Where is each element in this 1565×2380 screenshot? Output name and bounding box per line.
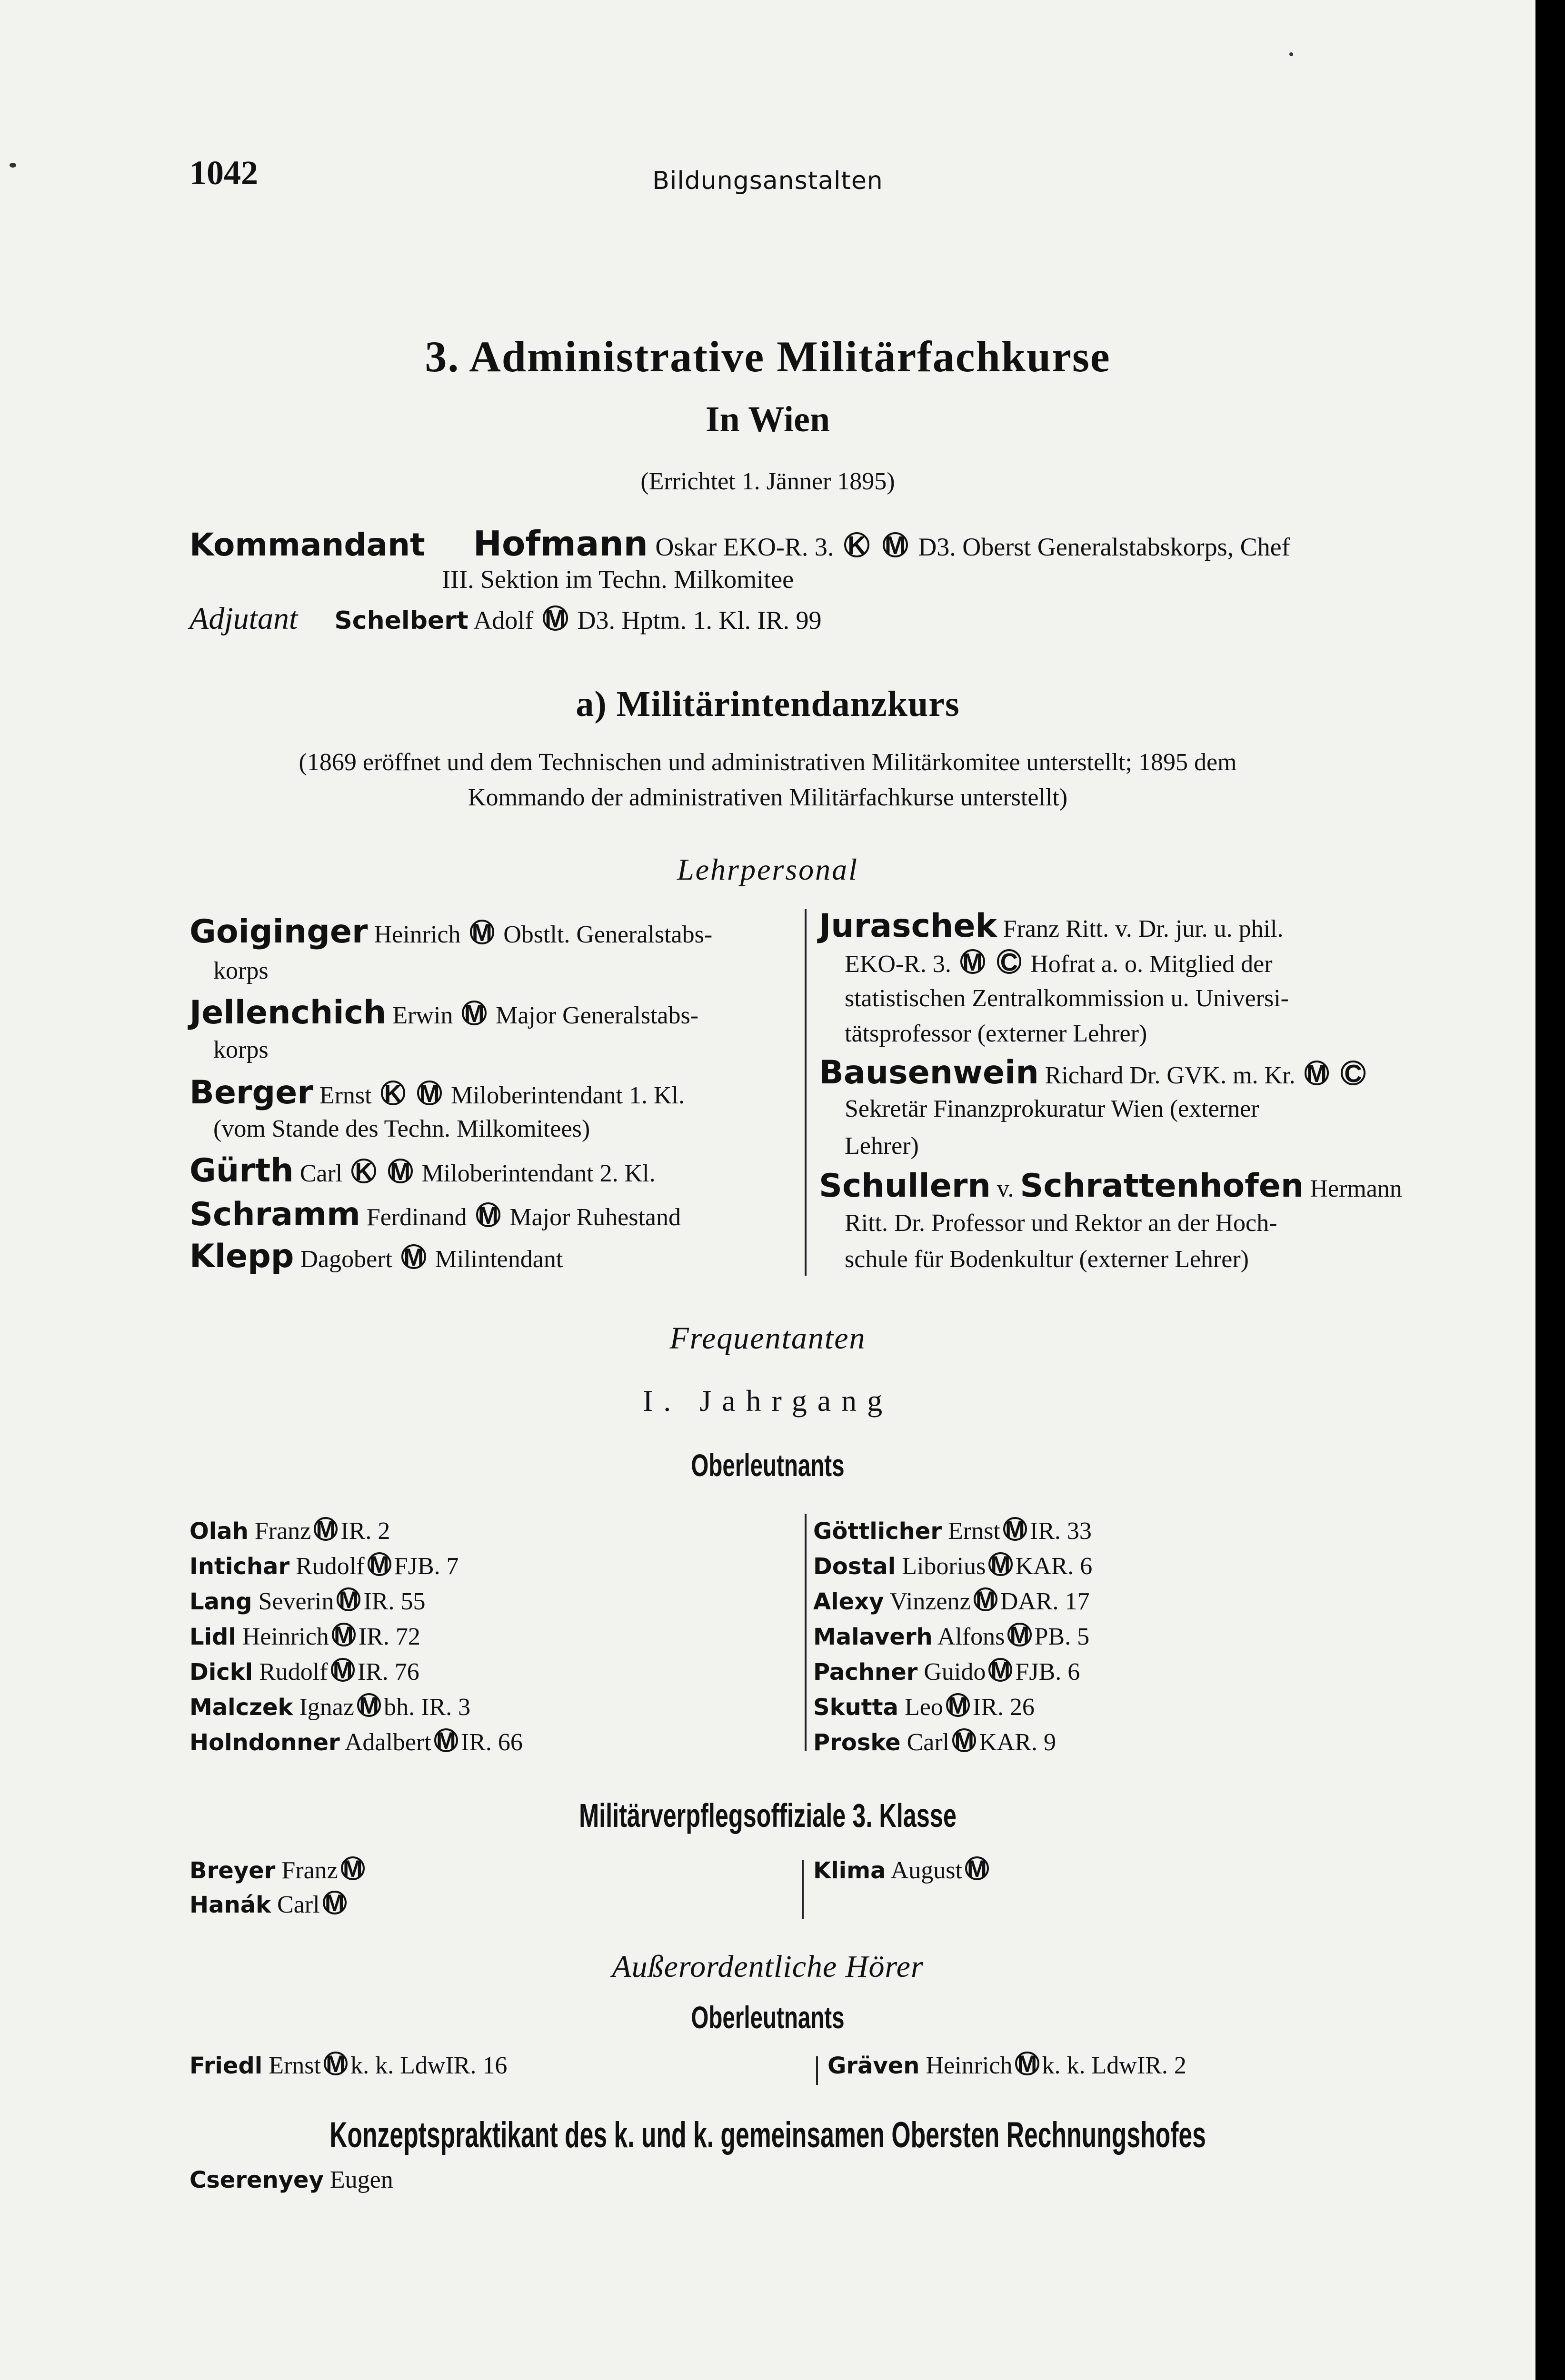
- m-badge: M: [960, 949, 985, 974]
- m-badge: M: [470, 920, 495, 944]
- teacher-entry: [189, 1074, 685, 1111]
- teacher-rank: Major Ruhestand: [509, 1204, 681, 1231]
- teacher-entry: [189, 913, 712, 951]
- konzept-heading: Konzeptspraktikant des k. und k. gemeinsamen Obersten Rechnungshofes: [329, 2115, 1206, 2155]
- list-item: Göttlicher Ernst M IR. 33: [813, 1516, 1092, 1545]
- column-divider: [816, 2056, 818, 2085]
- teacher-entry: [819, 907, 1284, 945]
- kommandant-line2: III. Sektion im Techn. Milkomitee: [442, 565, 794, 594]
- verpflegs-list-right: [813, 1854, 992, 1888]
- m-badge: M: [462, 1001, 487, 1025]
- teacher-rank-cont: (vom Stande des Techn. Milkomitees): [213, 1115, 590, 1142]
- teacher-rank: Milintendant: [435, 1246, 563, 1273]
- list-item: Friedl Ernst M k. k. LdwIR. 16: [189, 2051, 508, 2079]
- section-subtitle: In Wien: [705, 399, 830, 439]
- list-item: Gräven Heinrich M k. k. LdwIR. 2: [827, 2051, 1186, 2079]
- teacher-firstname: Dagobert: [300, 1246, 392, 1273]
- m-badge: M: [401, 1244, 426, 1269]
- list-item: Olah Franz M IR. 2: [189, 1516, 390, 1545]
- founded-note: (Errichtet 1. Jänner 1895): [640, 468, 895, 495]
- frequentanten-heading: Frequentanten: [669, 1321, 866, 1356]
- list-item: Alexy Vinzenz M DAR. 17: [813, 1587, 1090, 1615]
- section-title: 3. Administrative Militärfachkurse: [425, 332, 1111, 381]
- m-badge: M: [331, 1658, 355, 1682]
- kommandant-text-b: D3. Oberst Generalstabskorps, Chef: [918, 533, 1290, 561]
- k-order-badge: K: [351, 1159, 376, 1183]
- k-order-badge: K: [844, 532, 869, 557]
- teacher-detail: tätsprofessor (externer Lehrer): [845, 1020, 1147, 1047]
- oberleutnants-list-left: [189, 1514, 523, 1760]
- m-badge: M: [1305, 1061, 1329, 1085]
- m-badge: M: [417, 1081, 442, 1105]
- course-title: a) Militärintendanzkurs: [576, 684, 960, 724]
- teacher-detail: Sekretär Finanzprokuratur Wien (externer: [845, 1095, 1259, 1122]
- teacher-name: Schullern: [819, 1167, 991, 1205]
- teacher-entry: [189, 994, 698, 1031]
- teacher-name: Berger: [189, 1074, 313, 1111]
- column-divider: [805, 909, 807, 1276]
- teacher-firstname: Carl: [299, 1160, 343, 1187]
- teacher-name: Bausenwein: [819, 1054, 1039, 1091]
- kommandant-entry: [189, 524, 1290, 564]
- m-badge: M: [952, 1728, 976, 1752]
- list-item: Lidl Heinrich M IR. 72: [189, 1622, 420, 1650]
- teacher-name: Schramm: [189, 1196, 360, 1233]
- teacher-firstname: Heinrich: [374, 921, 461, 948]
- m-badge: M: [337, 1587, 360, 1611]
- list-item: Hanák Carl M: [189, 1888, 368, 1922]
- kommandant-name: Hofmann: [473, 524, 648, 564]
- teacher-entry: [189, 1152, 656, 1190]
- m-badge: M: [543, 605, 568, 631]
- ausserordentlich-heading: Außerordentliche Hörer: [612, 1949, 924, 1984]
- teacher-name: Goiginger: [189, 913, 368, 951]
- teacher-entry: [189, 1238, 563, 1275]
- teacher-detail: Ritt. Dr. Professor und Rektor an der Hoch-: [845, 1210, 1277, 1237]
- verpflegs-heading: Militärverpflegsoffiziale 3. Klasse: [579, 1797, 957, 1834]
- teacher-rank: Miloberintendant 1. Kl.: [450, 1082, 685, 1109]
- oberleutnants-list-right: [813, 1514, 1092, 1760]
- list-item: Klima August M: [813, 1854, 992, 1888]
- verpflegs-list-left: [189, 1854, 368, 1922]
- column-divider: [802, 1860, 804, 1919]
- teacher-name: Klepp: [189, 1238, 294, 1275]
- column-divider: [805, 1514, 807, 1751]
- list-item: Cserenyey Eugen: [189, 2166, 393, 2193]
- jahrgang-heading: I. Jahrgang: [642, 1384, 893, 1418]
- m-badge: M: [1003, 1517, 1027, 1541]
- m-badge: M: [974, 1587, 997, 1611]
- course-note-line1: (1869 eröffnet und dem Technischen und administrativen Militärkomitee unterstellt; 1895 dem: [299, 749, 1237, 776]
- list-item: Pachner Guido M FJB. 6: [813, 1657, 1080, 1686]
- teacher-entry: [189, 1196, 681, 1233]
- teacher-entry: Schullern v. Schrattenhofen Hermann: [819, 1167, 1402, 1205]
- adjutant-text-b: D3. Hptm. 1. Kl. IR. 99: [577, 606, 822, 635]
- list-item: Malaverh Alfons M PB. 5: [813, 1622, 1090, 1650]
- m-badge: M: [314, 1517, 338, 1541]
- m-badge: M: [434, 1728, 458, 1752]
- teacher-name: Juraschek: [819, 907, 997, 945]
- teacher-title: Richard Dr. GVK. m. Kr.: [1045, 1062, 1296, 1089]
- teacher-rank-cont: korps: [213, 1036, 269, 1063]
- list-item: Lang Severin M IR. 55: [189, 1587, 426, 1615]
- m-badge: M: [883, 532, 908, 557]
- k-order-badge: K: [381, 1081, 406, 1105]
- adjutant-entry: [189, 601, 821, 637]
- teacher-detail: statistischen Zentralkommission u. Universi-: [845, 985, 1289, 1012]
- m-badge: M: [332, 1623, 356, 1646]
- list-item: Proske Carl M KAR. 9: [813, 1727, 1057, 1756]
- adjutant-name: Schelbert: [334, 606, 469, 635]
- teacher-name: Jellenchich: [189, 994, 387, 1031]
- adjutant-text: Adolf: [473, 606, 534, 635]
- teacher-rank: Major Generalstabs-: [496, 1002, 699, 1029]
- list-item: Dostal Liborius M KAR. 6: [813, 1551, 1093, 1580]
- scan-speck: [1289, 52, 1293, 56]
- c-order-badge: C: [997, 949, 1022, 974]
- teacher-rank-cont: korps: [213, 957, 269, 984]
- teacher-name: Gürth: [189, 1152, 294, 1190]
- list-item: Skutta Leo M IR. 26: [813, 1692, 1035, 1721]
- list-item: Intichar Rudolf M FJB. 7: [189, 1551, 459, 1580]
- teacher-rank: Obstlt. Generalstabs-: [503, 921, 713, 948]
- list-item: Breyer Franz M: [189, 1854, 368, 1888]
- list-item: Dickl Rudolf M IR. 76: [189, 1657, 419, 1686]
- page-number: 1042: [189, 154, 258, 192]
- teacher-detail: EKO-R. 3. M C Hofrat a. o. Mitglied der: [845, 948, 1273, 978]
- teacher-entry: [819, 1054, 1368, 1091]
- teacher-firstname: Ernst: [319, 1082, 372, 1109]
- c-order-badge: C: [1341, 1061, 1366, 1085]
- ausserordentlich-oberleutnants-heading: Oberleutnants: [691, 2000, 845, 2035]
- course-note-line2: Kommando der administrativen Militärfachkurse unterstellt): [468, 784, 1068, 811]
- teacher-detail: schule für Bodenkultur (externer Lehrer): [845, 1246, 1249, 1273]
- m-badge: M: [965, 1856, 989, 1880]
- oberleutnants-heading: Oberleutnants: [691, 1448, 845, 1483]
- teacher-firstname: Hermann: [1310, 1175, 1402, 1202]
- adjutant-label: Adjutant: [189, 601, 298, 636]
- m-badge: M: [323, 1891, 347, 1914]
- m-badge: M: [476, 1202, 501, 1227]
- running-title: Bildungsanstalten: [652, 167, 883, 195]
- teacher-name-part: Schrattenhofen: [1020, 1167, 1304, 1205]
- kommandant-text: Oskar EKO-R. 3.: [655, 533, 834, 561]
- m-badge: M: [1015, 2052, 1039, 2075]
- teacher-rank: Miloberintendant 2. Kl.: [421, 1160, 656, 1187]
- m-badge: M: [368, 1552, 391, 1576]
- m-badge: M: [341, 1856, 365, 1880]
- teacher-detail: Lehrer): [845, 1132, 919, 1160]
- list-item: Holndonner Adalbert M IR. 66: [189, 1727, 523, 1756]
- kommandant-label: Kommandant: [189, 526, 425, 563]
- m-badge: M: [988, 1658, 1012, 1682]
- m-badge: M: [388, 1159, 413, 1183]
- m-badge: M: [357, 1693, 381, 1717]
- list-item: Malczek Ignaz M bh. IR. 3: [189, 1692, 471, 1721]
- m-badge: M: [988, 1552, 1012, 1576]
- lehrpersonal-heading: Lehrpersonal: [677, 853, 858, 886]
- teacher-title: Franz Ritt. v. Dr. jur. u. phil.: [1003, 915, 1284, 942]
- m-badge: M: [324, 2052, 348, 2075]
- m-badge: M: [1007, 1623, 1031, 1646]
- teacher-firstname: Ferdinand: [366, 1204, 467, 1231]
- m-badge: M: [946, 1693, 970, 1717]
- teacher-firstname: Erwin: [392, 1002, 453, 1029]
